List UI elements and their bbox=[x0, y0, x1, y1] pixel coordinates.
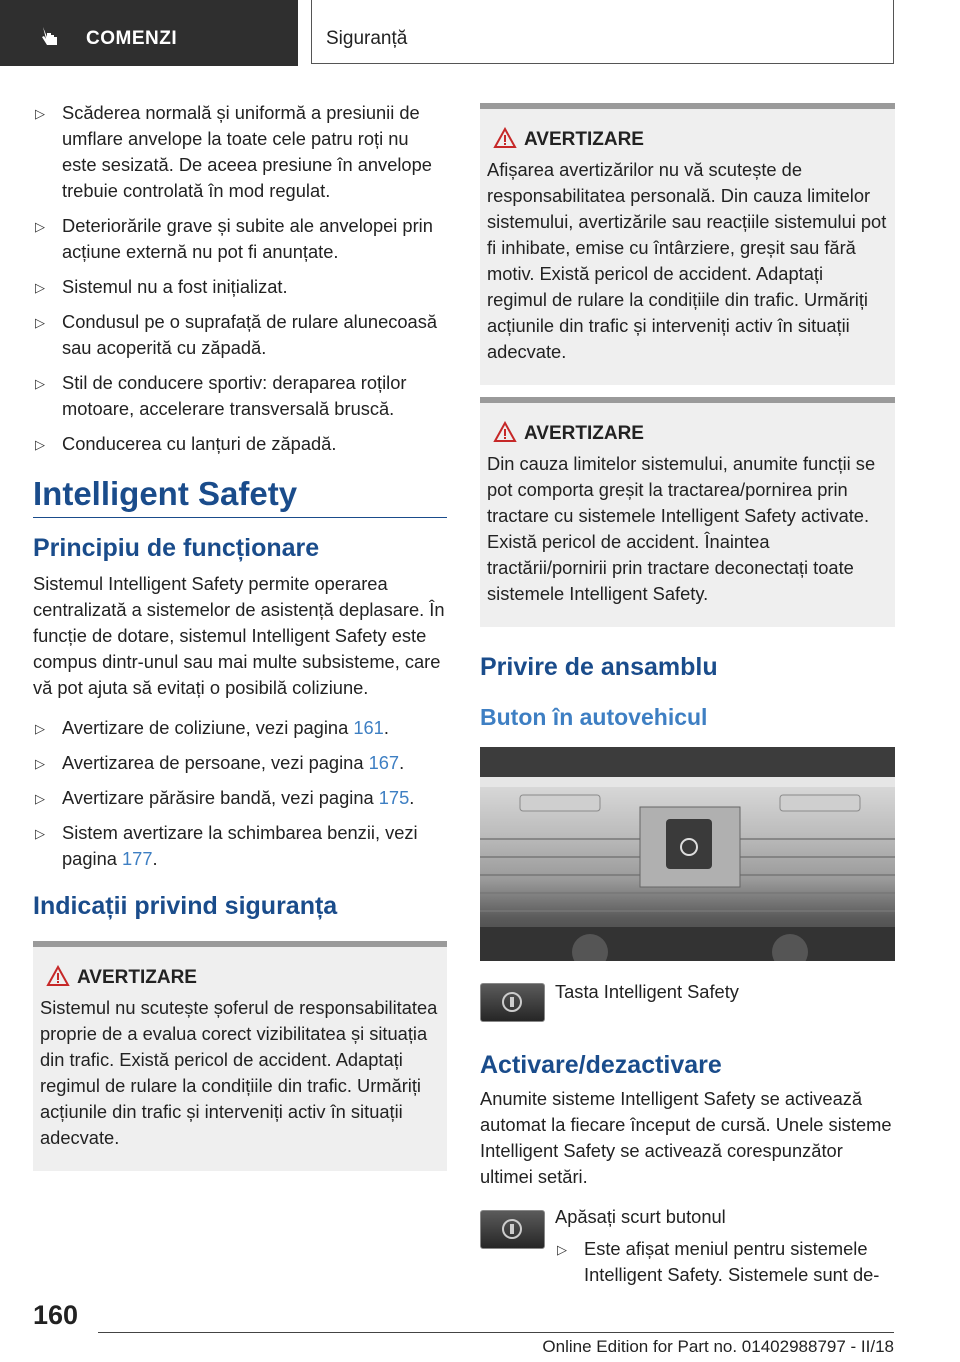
page-link[interactable]: 161 bbox=[353, 717, 384, 738]
subheading-button: Buton în autovehicul bbox=[480, 704, 708, 730]
warning-box bbox=[33, 941, 447, 1171]
warning-triangle-icon bbox=[493, 127, 517, 149]
reference-list bbox=[33, 715, 447, 872]
left-column bbox=[33, 100, 447, 1171]
chapter-label: Siguranță bbox=[326, 28, 408, 49]
key-caption: Tasta Intelligent Safety bbox=[555, 981, 739, 1002]
list-item: ▷ Conducerea cu lanțuri de zăpadă. bbox=[33, 431, 447, 457]
triangle-bullet-icon: ▷ bbox=[35, 376, 45, 391]
vehicle-button-photo bbox=[480, 747, 895, 961]
page-link[interactable]: 175 bbox=[378, 787, 410, 808]
section-tab bbox=[0, 0, 298, 66]
list-item: ▷ Este afișat meniul pentru sistemele Intelligent Safety. Sistemele sunt de- bbox=[557, 1238, 880, 1285]
footer-edition: Online Edition for Part no. 01402988797 - II/18 bbox=[542, 1337, 894, 1356]
chapter-tab bbox=[311, 0, 894, 64]
list-item: ▷ Condusul pe o suprafață de rulare alunecoasă sau acoperită cu zăpadă. bbox=[35, 311, 438, 358]
triangle-bullet-icon: ▷ bbox=[35, 280, 45, 295]
intelligent-safety-key-icon bbox=[480, 983, 545, 1022]
page-link[interactable]: 167 bbox=[368, 752, 400, 773]
triangle-bullet-icon: ▷ bbox=[557, 1242, 567, 1257]
warning-text: Din cauza limitelor sistemului, anumite funcții se pot comporta greșit la tractarea/pornirea prin tractare cu sistemele Intelligent Safety activate. Există pericol de accident. Înaintea tractării/pornirii prin tractare deconectați toate sistemele Intelligent Safety. bbox=[487, 453, 876, 604]
section-heading-principle: Principiu de funcționare bbox=[33, 534, 320, 562]
triangle-bullet-icon: ▷ bbox=[35, 826, 45, 841]
warning-triangle-icon bbox=[46, 965, 70, 987]
warning-title: AVERTIZARE bbox=[524, 423, 644, 444]
press-instruction bbox=[480, 1204, 895, 1300]
intro-paragraph: Sistemul Intelligent Safety permite operarea centralizată a sistemelor de asistență deplasare. În funcție de dotare, sistemul Intelligent Safety este compus dintr-unul sau mai multe subsisteme, care vă pot ajuta să evitați o posibilă coliziune. bbox=[33, 573, 445, 698]
triangle-bullet-icon: ▷ bbox=[35, 315, 45, 330]
list-item: ▷ Avertizare de coliziune, vezi pagina 161. bbox=[33, 715, 447, 741]
activation-paragraph: Anumite sisteme Intelligent Safety se activează automat la fiecare început de cursă. Unele sisteme Intelligent Safety se activează corespunzător ultimei setări. bbox=[480, 1088, 892, 1187]
warning-title: AVERTIZARE bbox=[524, 129, 644, 150]
hand-pointer-icon bbox=[38, 24, 64, 48]
warning-text: Afișarea avertizărilor nu vă scutește de responsabilitatea personală. Din cauza limitelor sistemului, avertizările sau reacțiile sistemului pot fi inhibate, emise cu întârziere, greșit sau fără motiv. Există pericol de accident. Adaptați regimul de rulare la condițiile din trafic. Urmăriți acțiunile din trafic și interveniți activ în situații adecvate. bbox=[487, 159, 887, 362]
triangle-bullet-icon: ▷ bbox=[35, 721, 45, 736]
warning-text: Sistemul nu scutește șoferul de responsabilitatea proprie de a evalua corect vizibilitatea și situația din trafic. Există pericol de accident. Adaptați regimul de rulare la condițiile din trafic. Urmăriți acțiunile din trafic și interveniți activ în situații adecvate. bbox=[40, 997, 438, 1148]
warning-box bbox=[480, 103, 895, 385]
footer-divider bbox=[98, 1332, 894, 1333]
section-label: COMENZI bbox=[86, 28, 178, 49]
section-heading-activation: Activare/dezactivare bbox=[480, 1051, 722, 1079]
page-link[interactable]: 177 bbox=[121, 848, 153, 869]
section-heading-overview: Privire de ansamblu bbox=[480, 653, 718, 681]
triangle-bullet-icon: ▷ bbox=[35, 791, 45, 806]
triangle-bullet-icon: ▷ bbox=[35, 106, 45, 121]
press-result-list bbox=[555, 1236, 895, 1288]
list-item: ▷ Avertizarea de persoane, vezi pagina 167. bbox=[33, 750, 447, 776]
list-item: ▷ Sistemul nu a fost inițializat. bbox=[33, 274, 447, 300]
key-caption-row bbox=[480, 979, 895, 1033]
section-heading-safety: Indicații privind siguranța bbox=[33, 892, 338, 920]
warning-title: AVERTIZARE bbox=[77, 967, 197, 988]
warning-box bbox=[480, 397, 895, 627]
bullet-list-top bbox=[33, 100, 447, 457]
triangle-bullet-icon: ▷ bbox=[35, 219, 45, 234]
intelligent-safety-key-icon bbox=[480, 1210, 545, 1249]
list-item: ▷ Sistem avertizare la schimbarea benzii, vezi pagina 177. bbox=[35, 822, 418, 869]
right-column bbox=[480, 103, 895, 1300]
list-item: ▷ Avertizare părăsire bandă, vezi pagina 175. bbox=[33, 785, 447, 811]
list-item: ▷ Stil de conducere sportiv: deraparea roților motoare, accelerare transversală bruscă. bbox=[35, 372, 407, 419]
list-item: ▷ Scăderea normală și uniformă a presiunii de umflare anvelope la toate cele patru roți nu este sesizată. De aceea presiune în anvelope trebuie controlată în mod regulat. bbox=[35, 102, 432, 201]
page-number: 160 bbox=[33, 1300, 79, 1330]
triangle-bullet-icon: ▷ bbox=[35, 437, 45, 452]
list-item: ▷ Deteriorările grave și subite ale anvelopei prin acțiune externă nu pot fi anunțate. bbox=[35, 215, 433, 262]
warning-triangle-icon bbox=[493, 421, 517, 443]
triangle-bullet-icon: ▷ bbox=[35, 756, 45, 771]
press-text: Apăsați scurt butonul bbox=[555, 1206, 726, 1227]
console-illustration bbox=[480, 747, 895, 961]
page-title: Intelligent Safety bbox=[33, 475, 447, 518]
